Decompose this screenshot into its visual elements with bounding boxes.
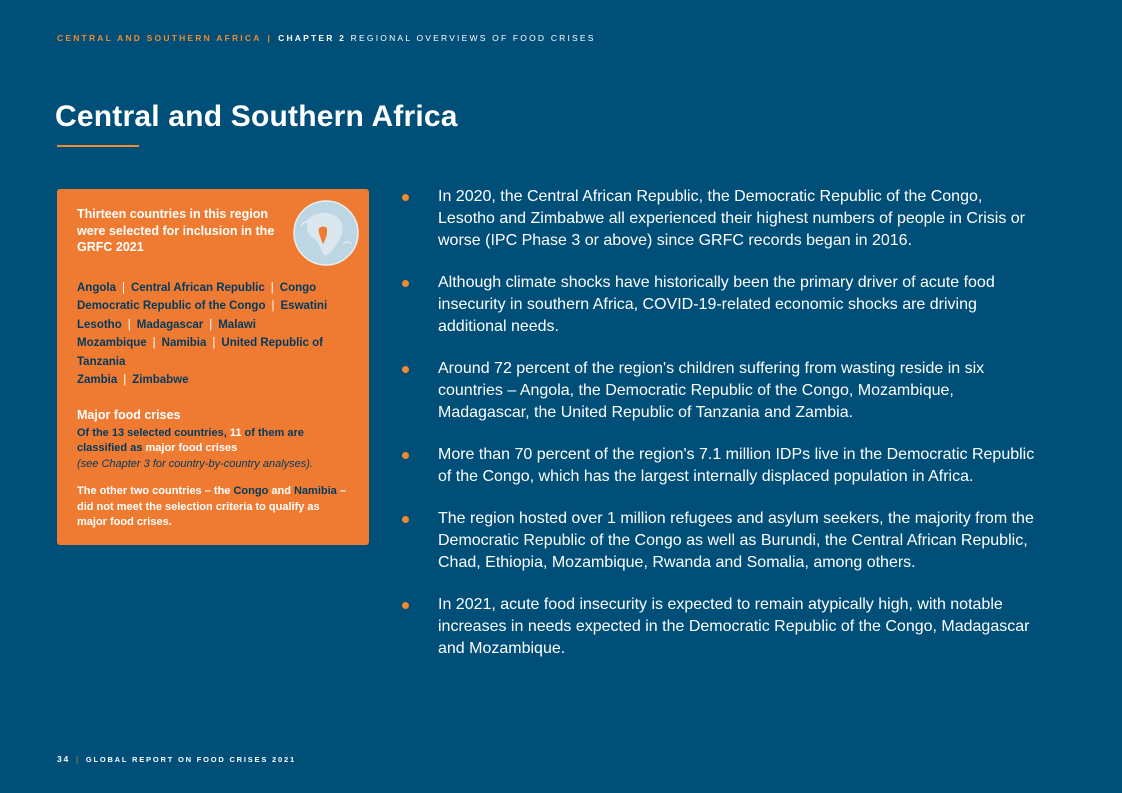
bullet-icon (402, 280, 409, 287)
country-item: Zimbabwe (132, 374, 189, 386)
page-title: Central and Southern Africa (55, 100, 458, 133)
country-item: Malawi (218, 318, 256, 331)
list-item: Around 72 percent of the region's children suffering from wasting reside in six countries – Angola, the Democratic Republic of the Congo, Mozambique, Madagascar, the United Republic of Tanzania and Zambia. (400, 358, 1040, 424)
list-item: Although climate shocks have historically been the primary driver of acute food insecurity in southern Africa, COVID-19-related economic shocks are driving additional needs. (400, 272, 1040, 338)
header-chapter-title: REGIONAL OVERVIEWS OF FOOD CRISES (350, 33, 596, 43)
page-footer (57, 754, 296, 764)
list-item: In 2021, acute food insecurity is expected to remain atypically high, with notable increases in needs expected in the Democratic Republic of the Congo, Madagascar and Mozambique. (400, 594, 1040, 660)
header-chapter: CHAPTER 2 (278, 33, 347, 43)
page-number: 34 (57, 754, 71, 764)
header-region: CENTRAL AND SOUTHERN AFRICA (57, 33, 262, 43)
globe-icon (293, 200, 359, 266)
country-list-cont: Zambia | Zimbabwe (77, 374, 189, 386)
country-item: Central African Republic (130, 281, 265, 294)
bullet-icon (402, 366, 409, 373)
report-name: GLOBAL REPORT ON FOOD CRISES 2021 (85, 755, 296, 764)
footer-separator: | (76, 755, 80, 764)
country-list: Angola | Central African Republic | Congo Democratic Republic of the Congo | Eswatini Lesotho | Madagascar | Malawi Mozambique | Namibia | United Republic of Tanzania (77, 281, 328, 368)
country-item: Congo (279, 281, 317, 294)
running-header (57, 33, 596, 43)
country-item: Angola (77, 281, 116, 294)
country-item: Mozambique (77, 337, 147, 349)
country-item: Madagascar (136, 318, 204, 331)
other-countries-text: The other two countries – the Congo and Namibia – did not meet the selection criteria to qualify as major food crises. (77, 485, 346, 528)
country-item: Democratic Republic of the Congo (77, 300, 266, 312)
title-underline (57, 145, 139, 147)
list-item: The region hosted over 1 million refugees and asylum seekers, the majority from the Democratic Republic of the Congo as well as Burundi, the Central African Republic, Chad, Ethiopia, Mozambique, Rwanda and Somalia, among others. (400, 508, 1040, 574)
key-findings-list (400, 186, 1040, 680)
major-crises-title: Major food crises (77, 407, 181, 422)
header-separator: | (267, 33, 273, 43)
bullet-icon (402, 516, 409, 523)
country-item: Namibia (161, 337, 207, 349)
list-item: More than 70 percent of the region's 7.1 million IDPs live in the Democratic Republic of the Congo, which has the largest internally displaced population in Africa. (400, 444, 1040, 488)
country-item: Lesotho (77, 318, 122, 331)
list-item: In 2020, the Central African Republic, the Democratic Republic of the Congo, Lesotho and Zimbabwe all experienced their highest numbers of people in Crisis or worse (IPC Phase 3 or above) since GRFC records began in 2016. (400, 186, 1040, 252)
country-item: Eswatini (280, 300, 328, 312)
bullet-icon (402, 452, 409, 459)
chapter-reference: (see Chapter 3 for country-by-country analyses). (77, 457, 313, 470)
bullet-icon (402, 602, 409, 609)
country-item: Zambia (77, 374, 118, 386)
region-info-box (57, 189, 369, 545)
box-intro: Thirteen countries in this region were selected for inclusion in the GRFC 2021 (77, 207, 275, 254)
major-crises-text: Of the 13 selected countries, 11 of them are classified as major food crises (see Chapter 3 for country-by-country analyses). (77, 426, 349, 473)
bullet-icon (402, 194, 409, 201)
country-item: United Republic of Tanzania (77, 337, 323, 368)
